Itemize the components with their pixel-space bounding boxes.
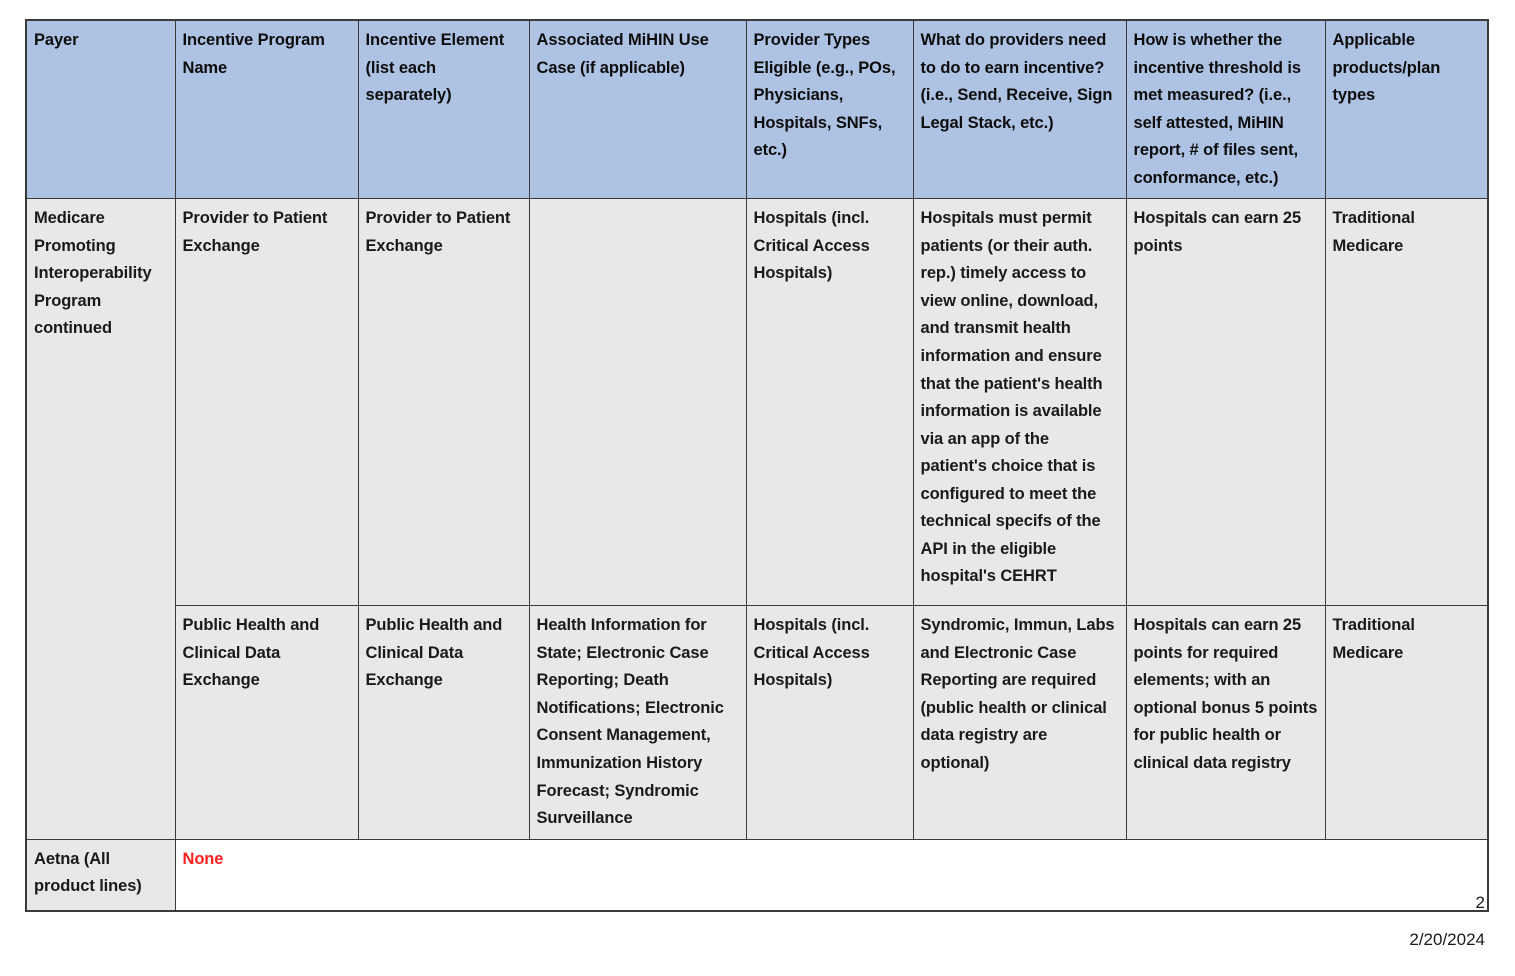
cell-none-value: None [175,839,1488,911]
column-header-applicable-products: Applicable products/plan types [1325,20,1488,199]
column-header-incentive-element: Incentive Element (list each separately) [358,20,529,199]
column-header-incentive-program-name: Incentive Program Name [175,20,358,199]
cell-incentive-element: Public Health and Clinical Data Exchange [358,606,529,839]
column-header-associated-mihin-use-case: Associated MiHIN Use Case (if applicable) [529,20,746,199]
column-header-threshold-measurement: How is whether the incentive threshold is met measured? (i.e., self attested, MiHIN report, # of files sent, conformance, etc.) [1126,20,1325,199]
column-header-what-providers-do: What do providers need to do to earn incentive? (i.e., Send, Receive, Sign Legal Stack, etc.) [913,20,1126,199]
column-header-provider-types-eligible: Provider Types Eligible (e.g., POs, Physicians, Hospitals, SNFs, etc.) [746,20,913,199]
table-row [26,606,1488,839]
cell-provider-types: Hospitals (incl. Critical Access Hospitals) [746,199,913,606]
cell-applicable-products: Traditional Medicare [1325,199,1488,606]
cell-threshold-measure: Hospitals can earn 25 points [1126,199,1325,606]
cell-applicable-products: Traditional Medicare [1325,606,1488,839]
cell-provider-types: Hospitals (incl. Critical Access Hospitals) [746,606,913,839]
table-row [26,839,1488,911]
cell-threshold-measure: Hospitals can earn 25 points for required elements; with an optional bonus 5 points for public health or clinical data registry [1126,606,1325,839]
cell-incentive-program-name: Public Health and Clinical Data Exchange [175,606,358,839]
cell-what-providers-do: Syndromic, Immun, Labs and Electronic Case Reporting are required (public health or clinical data registry are optional) [913,606,1126,839]
cell-payer-aetna: Aetna (All product lines) [26,839,175,911]
cell-associated-use-case [529,199,746,606]
cell-what-providers-do: Hospitals must permit patients (or their auth. rep.) timely access to view online, download, and transmit health information and ensure that the patient's health information is available via an app of the patient's choice that is configured to meet the technical specifs of the API in the eligible hospital's CEHRT [913,199,1126,606]
cell-associated-use-case: Health Information for State; Electronic Case Reporting; Death Notifications; Electronic Consent Management, Immunization History Forecast; Syndromic Surveillance [529,606,746,839]
page-number: 2 [1475,893,1485,912]
column-header-payer: Payer [26,20,175,199]
footer-date: 2/20/2024 [1409,930,1485,949]
cell-incentive-element: Provider to Patient Exchange [358,199,529,606]
cell-payer-medicare: Medicare Promoting Interoperability Program continued [26,199,175,839]
table-header-row [26,20,1488,199]
payer-incentive-table [25,19,1489,912]
cell-incentive-program-name: Provider to Patient Exchange [175,199,358,606]
table-row [26,199,1488,606]
